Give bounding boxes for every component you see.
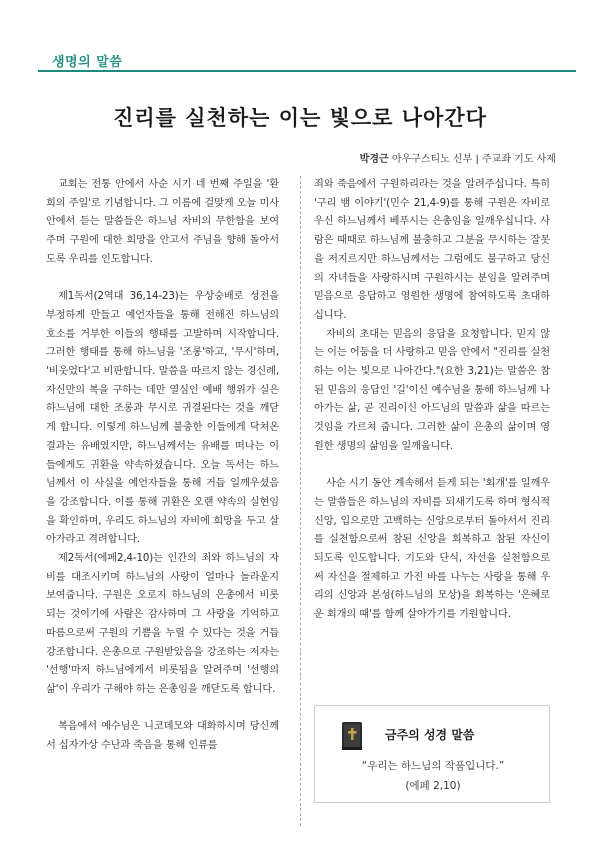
bible-icon [339, 720, 365, 752]
article-title: 진리를 실천하는 이는 빛으로 나아간다 [113, 105, 487, 130]
paragraph: 사순 시기 동안 계속해서 듣게 되는 '회개'를 일깨우는 말씀들은 하느님의 자비를 되새기도록 하며 형식적 신앙, 입으로만 고백하는 신앙으로부터 돌아서서 진리를 실천함으로써 참된 신앙을 회복하고 참된 자신이 되도록 인도합니다. 기도와 단식, 자선을 실천함으로써 자신을 절제하고 가진 바를 나누는 사랑을 통해 우리의 신앙과 본성(하느님의 모상)을 회복하는 '은혜로운 회개의 때'를 함께 살아가기를 기원합니다. [314, 478, 550, 621]
weekly-verse-box [314, 705, 550, 803]
section-label: 생명의 말씀 [52, 55, 123, 70]
paragraph: 교회는 전통 안에서 사순 시기 네 번째 주일을 '환희의 주일'로 기념합니다. 그 이름에 걸맞게 오늘 미사 안에서 듣는 말씀들은 하느님 자비의 무한함을 보여주며 구원에 대한 희망을 안고서 주님을 향해 돌아서도록 우리를 인도합니다. [46, 179, 279, 265]
byline [360, 150, 556, 165]
paragraph: 죄와 죽음에서 구원하리라는 것을 알려주십니다. 특히 '구리 뱀 이야기'(민수 21,4-9)를 통해 구원은 자비로우신 하느님께서 베푸시는 은총임을 일깨우십니다. 사람은 때때로 하느님께 불충하고 그분을 무시하는 잘못을 저지르지만 하느님께서는 그럼에도 불구하고 당신의 자녀들을 사랑하시며 구원하시는 분임을 알려주며 믿음으로 응답하고 영원한 생명에 참여하도록 초대하십니다. [314, 179, 550, 321]
paragraph: 제1독서(2역대 36,14-23)는 우상숭배로 성전을 부정하게 만들고 예언자들을 통해 전해진 하느님의 호소를 거부한 이들의 행태를 고발하며 시작합니다. 그러한 행태를 통해 하느님을 '조롱'하고, '무시'하며, '비웃었다'고 비판합니다. 말씀을 따르지 않는 경신례, 자신만의 복을 구하는 데만 열심인 예배 행위가 실은 하느님에 대한 조롱과 무시로 귀결된다는 것을 깨닫게 합니다. 이렇게 하느님께 불충한 이들에게 닥쳐온 결과는 유배였지만, 하느님께서는 유배를 떠나는 이들에게도 귀환을 약속하셨습니다. 오늘 독서는 하느님께서 이 사실을 예언자들을 통해 거듭 일깨우셨음을 강조합니다. 이를 통해 귀환은 오랜 약속의 실현임을 확인하며, 우리도 하느님의 자비에 희망을 두고 살아가라고 격려합니다. [46, 291, 279, 546]
verse-title: 금주의 성경 말씀 [385, 728, 475, 742]
left-column [46, 176, 279, 756]
paragraph: 제2독서(에페2,4-10)는 인간의 죄와 하느님의 자비를 대조시키며 하느님의 사랑이 얼마나 놀라운지 보여줍니다. 구원은 오로지 하느님의 은총에서 비롯되는 것이기에 사람은 감사하며 그 사랑을 기억하고 따름으로써 구원의 기쁨을 누릴 수 있다는 것을 거듭 강조합니다. 은총으로 구원받았음을 강조하는 저자는 '선행'마저 하느님에게서 비롯됨을 알려주며 '선행의 삶'이 우리가 구해야 하는 은총임을 깨닫도록 합니다. [46, 553, 279, 695]
column-divider [300, 176, 301, 826]
paragraph: 자비의 초대는 믿음의 응답을 요청합니다. 믿지 않는 이는 어둠을 더 사랑하고 믿음 안에서 "진리를 실천하는 이는 빛으로 나아간다."(요한 3,21)는 말씀은 참된 믿음의 응답인 '길'이신 예수님을 통해 하느님께 나아가는 삶, 곧 진리이신 아드님의 말씀과 삶을 따르는 것임을 가르쳐 줍니다. 그러한 삶이 은총의 삶이며 영원한 생명의 삶임을 일깨웁니다. [314, 328, 550, 452]
paragraph: 복음에서 예수님은 니코데모와 대화하시며 당신께서 십자가상 수난과 죽음을 통해 인류를 [46, 721, 279, 752]
verse-quote: “우리는 하느님의 작품입니다.” [361, 760, 505, 772]
header-rule [38, 70, 576, 72]
verse-reference: (에페 2,10) [405, 780, 461, 792]
author-detail: 아우구스티노 신부 | 주교좌 기도 사제 [391, 154, 556, 165]
section-header [38, 44, 576, 74]
author-name: 박경근 [359, 154, 389, 165]
right-column [314, 176, 550, 644]
